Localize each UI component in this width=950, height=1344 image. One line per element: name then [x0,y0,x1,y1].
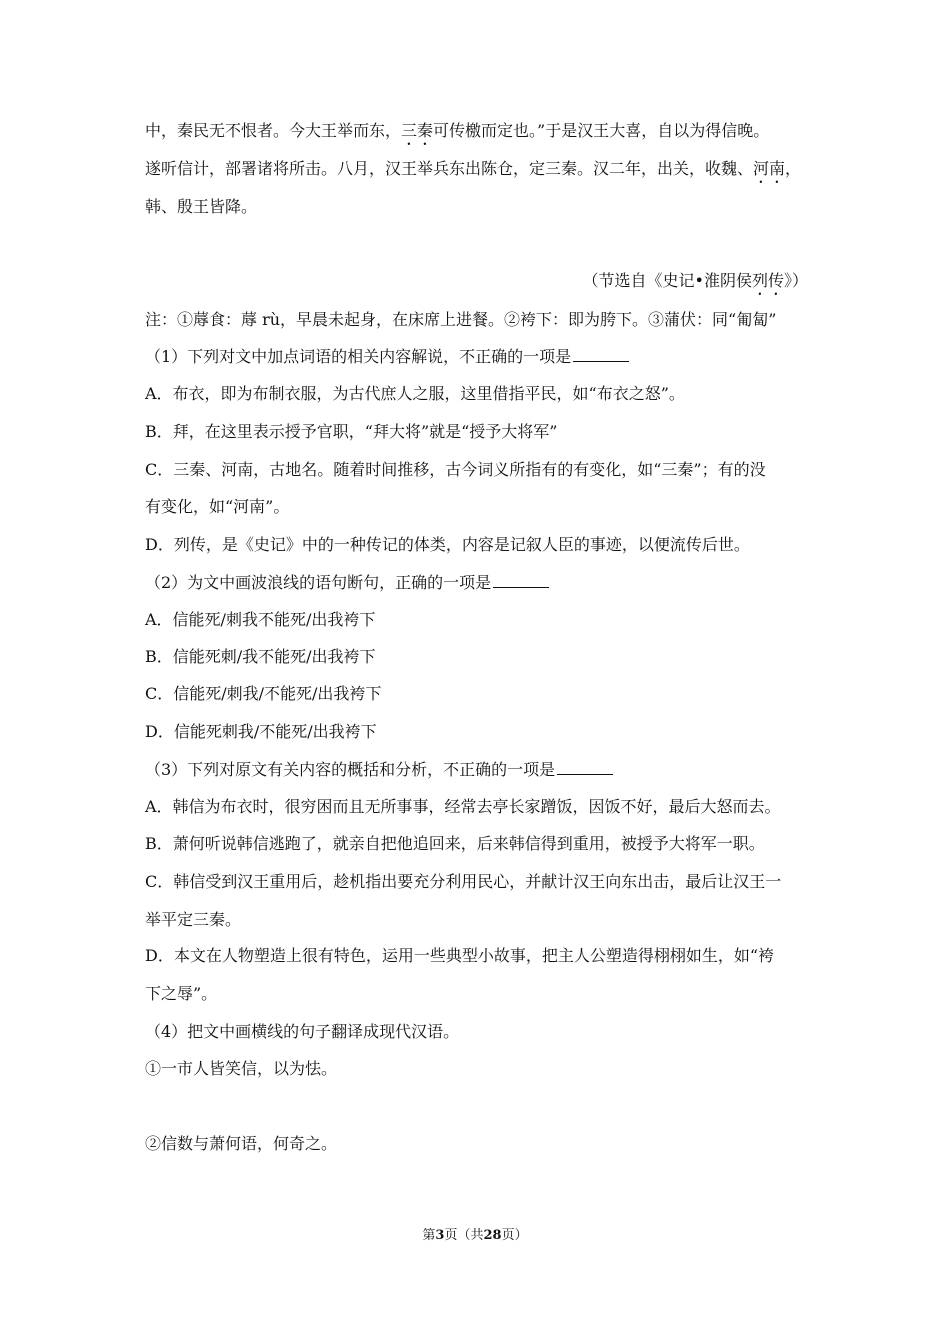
question-1-option-d: D．列传，是《史记》中的一种传记的体类，内容是记叙人臣的事迹，以便流传后世。 [145,535,750,554]
passage-line-1: 中，秦民无不恨者。今大王举而东，三秦可传檄而定也。”于是汉王大喜，自以为得信晚。 [145,121,770,140]
passage-line-2: 遂听信计，部署诸将所击。八月，汉王举兵东出陈仓，定三秦。汉二年，出关，收魏、河南， [145,159,802,178]
question-1-option-c: C．三秦、河南，古地名。随着时间推移，古今词义所指有的有变化，如“三秦”；有的没 [145,460,766,479]
question-3-option-c: C．韩信受到汉王重用后，趁机指出要充分利用民心，并献计汉王向东出击，最后让汉王一 [145,872,782,891]
question-3-option-d: D．本文在人物塑造上很有特色，运用一些典型小故事，把主人公塑造得栩栩如生，如“袴 [145,946,775,965]
dotted-term-liezhuan: 列传 [751,271,784,290]
question-2-option-a: A．信能死/刺我不能死/出我袴下 [145,610,376,629]
annotation-note: 注：①蓐食：蓐 rù，早晨未起身，在床席上进餐。②袴下：即为胯下。③蒲伏：同“匍匐” [145,310,777,329]
question-3-option-c-cont: 举平定三秦。 [145,910,242,929]
question-1-stem: （1）下列对文中加点词语的相关内容解说，不正确的一项是 [145,347,629,367]
question-2-option-b: B．信能死刺/我不能死/出我袴下 [145,647,376,666]
question-1-option-b: B．拜，在这里表示授予官职，“拜大将”就是“授予大将军” [145,422,558,441]
question-3-option-d-cont: 下之辱”。 [145,984,218,1003]
answer-blank [573,347,629,362]
question-1-option-a: A．布衣，即为布制衣服，为古代庶人之服，这里借指平民，如“布衣之怒”。 [145,384,685,403]
question-4-stem: （4）把文中画横线的句子翻译成现代汉语。 [145,1022,460,1041]
source-citation: （节选自《史记•淮阴侯列传》） [582,271,808,290]
question-3-option-a: A．韩信为布衣时，很穷困而且无所事事，经常去亭长家蹭饭，因饭不好，最后大怒而去。 [145,797,781,816]
question-2-option-c: C．信能死/刺我/不能死/出我袴下 [145,684,382,703]
question-3-option-b: B．萧何听说韩信逃跑了，就亲自把他追回来，后来韩信得到重用，被授予大将军一职。 [145,834,765,853]
question-2-option-d: D．信能死刺我/不能死/出我袴下 [145,722,377,741]
dotted-term-sanqin: 三秦 [401,121,434,140]
page-footer: 第3页（共28页） [422,1228,528,1243]
question-4-sentence-1: ①一市人皆笑信，以为怯。 [145,1059,338,1078]
answer-blank [557,760,613,775]
question-1-option-c-cont: 有变化，如“河南”。 [145,497,290,516]
question-2-stem: （2）为文中画波浪线的语句断句，正确的一项是 [145,573,549,593]
dotted-term-henan: 河南 [753,159,786,178]
passage-line-3: 韩、殷王皆降。 [145,197,258,216]
question-3-stem: （3）下列对原文有关内容的概括和分析，不正确的一项是 [145,760,613,780]
answer-blank [493,573,549,588]
page-number: 3 [435,1228,445,1243]
page-total: 28 [483,1228,502,1243]
question-4-sentence-2: ②信数与萧何语，何奇之。 [145,1134,338,1153]
